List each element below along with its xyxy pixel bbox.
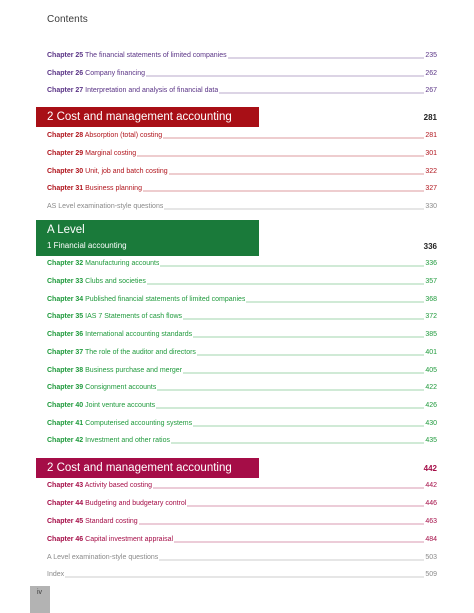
dot-leader [193,419,424,427]
chapter-number: Chapter 29 [47,150,84,157]
section-page-number: 442 [423,464,437,473]
dot-leader [197,348,424,356]
dot-leader [169,167,425,175]
chapter-number: Chapter 34 [47,296,84,303]
chapter-number: Chapter 31 [47,185,84,192]
running-head: Contents [47,14,88,25]
chapter-title: Activity based costing [84,482,153,489]
page-number: 235 [425,52,437,59]
toc-entry-chapter-31[interactable] [47,181,437,193]
page-number: 503 [425,554,437,561]
chapter-number: Chapter 39 [47,384,84,391]
chapter-title: Absorption (total) costing [84,132,163,139]
chapter-title: Budgeting and budgetary control [85,500,187,507]
chapter-number: Chapter 41 [47,420,84,427]
page-number: 262 [425,70,437,77]
toc-entry-chapter-27[interactable] [47,83,437,95]
chapter-number: Chapter 44 [47,500,84,507]
chapter-number: Chapter 36 [47,331,84,338]
chapter-number: Chapter 35 [47,313,84,320]
dot-leader [143,184,424,192]
dot-leader [137,149,424,157]
chapter-title: The role of the auditor and directors [85,349,196,356]
dot-leader [65,570,424,578]
chapter-number: Chapter 38 [47,367,84,374]
toc-entry-chapter-32[interactable] [47,256,437,268]
dot-leader [160,259,424,267]
section-page-number: 336 [423,242,437,251]
dot-leader [164,202,424,210]
page-number: 336 [425,260,437,267]
chapter-number: Chapter 40 [47,402,84,409]
folio-tab [30,586,50,613]
section-title: 2 Cost and management accounting [47,111,232,123]
chapter-number: Chapter 33 [47,278,84,285]
chapter-title: Published financial statements of limited companies [85,296,246,303]
chapter-number: Chapter 42 [47,437,84,444]
toc-entry-chapter-36[interactable] [47,327,437,339]
folio-number: iv [37,589,43,596]
chapter-title: Standard costing [85,518,138,525]
dot-leader [174,535,424,543]
entry-label: AS Level examination-style questions [47,203,164,210]
page-number: 267 [425,87,437,94]
toc-entry-chapter-46[interactable] [47,532,437,544]
page-number: 301 [425,150,437,157]
dot-leader [183,366,424,374]
chapter-number: Chapter 37 [47,349,84,356]
toc-entry-chapter-44[interactable] [47,496,437,508]
page-number: 509 [425,571,437,578]
toc-entry-chapter-26[interactable] [47,66,437,78]
page-number: 422 [425,384,437,391]
toc-entry-chapter-35[interactable] [47,309,437,321]
chapter-title: Business planning [85,185,142,192]
toc-entry-chapter-43[interactable] [47,478,437,490]
section-title: A Level [47,224,85,236]
chapter-title: Consignment accounts [85,384,157,391]
page-number: 385 [425,331,437,338]
toc-entry-chapter-41[interactable] [47,416,437,428]
toc-entry-chapter-30[interactable] [47,164,437,176]
page-number: 484 [425,536,437,543]
section-banner-a-level [36,220,259,256]
chapter-title: Manufacturing accounts [85,260,160,267]
dot-leader [171,436,424,444]
toc-entry-chapter-25[interactable] [47,48,437,60]
page-number: 442 [425,482,437,489]
section-page-number: 281 [423,113,437,122]
chapter-number: Chapter 28 [47,132,84,139]
chapter-title: Computerised accounting systems [85,420,193,427]
chapter-title: Company financing [85,70,146,77]
chapter-title: Unit, job and batch costing [85,168,168,175]
section-title: 2 Cost and management accounting [47,462,232,474]
dot-leader [146,69,424,77]
chapter-title: Marginal costing [85,150,137,157]
toc-entry-as-questions[interactable] [47,199,437,211]
page-number: 322 [425,168,437,175]
chapter-title: International accounting standards [85,331,193,338]
chapter-title: Joint venture accounts [85,402,156,409]
page-number: 435 [425,437,437,444]
dot-leader [156,401,424,409]
dot-leader [183,312,424,320]
toc-entry-chapter-34[interactable] [47,292,437,304]
toc-entry-chapter-45[interactable] [47,514,437,526]
section-banner-a-cost [36,458,259,478]
chapter-title: Business purchase and merger [85,367,183,374]
toc-entry-chapter-28[interactable] [47,128,437,140]
chapter-title: IAS 7 Statements of cash flows [85,313,183,320]
dot-leader [193,330,424,338]
page-number: 446 [425,500,437,507]
page-number: 405 [425,367,437,374]
chapter-number: Chapter 32 [47,260,84,267]
dot-leader [139,517,425,525]
toc-entry-chapter-29[interactable] [47,146,437,158]
page-number: 463 [425,518,437,525]
chapter-number: Chapter 45 [47,518,84,525]
chapter-number: Chapter 27 [47,87,84,94]
page-number: 401 [425,349,437,356]
chapter-title: Capital investment appraisal [85,536,174,543]
chapter-title: Investment and other ratios [85,437,170,444]
dot-leader [159,553,424,561]
page-number: 368 [425,296,437,303]
chapter-number: Chapter 25 [47,52,84,59]
chapter-number: Chapter 46 [47,536,84,543]
chapter-title: The financial statements of limited companies [85,52,227,59]
dot-leader [246,295,424,303]
dot-leader [153,481,424,489]
page-number: 372 [425,313,437,320]
page-number: 330 [425,203,437,210]
chapter-number: Chapter 43 [47,482,84,489]
toc-entry-index[interactable] [47,567,437,579]
toc-entry-chapter-37[interactable] [47,345,437,357]
chapter-number: Chapter 30 [47,168,84,175]
dot-leader [228,51,425,59]
toc-entry-a-questions[interactable] [47,550,437,562]
entry-label: Index [47,571,65,578]
section-subtitle: 1 Financial accounting [47,241,127,250]
chapter-title: Interpretation and analysis of financial data [85,87,219,94]
toc-entry-chapter-33[interactable] [47,274,437,286]
toc-entry-chapter-39[interactable] [47,380,437,392]
toc-entry-chapter-38[interactable] [47,363,437,375]
dot-leader [187,499,424,507]
dot-leader [157,383,424,391]
page-number: 357 [425,278,437,285]
page-number: 281 [425,132,437,139]
entry-label: A Level examination-style questions [47,554,159,561]
page-number: 426 [425,402,437,409]
dot-leader [163,131,424,139]
chapter-title: Clubs and societies [85,278,146,285]
dot-leader [147,277,424,285]
toc-entry-chapter-40[interactable] [47,398,437,410]
chapter-number: Chapter 26 [47,70,84,77]
page-number: 430 [425,420,437,427]
section-banner-as-cost [36,107,259,127]
dot-leader [219,86,424,94]
toc-entry-chapter-42[interactable] [47,433,437,445]
page-number: 327 [425,185,437,192]
